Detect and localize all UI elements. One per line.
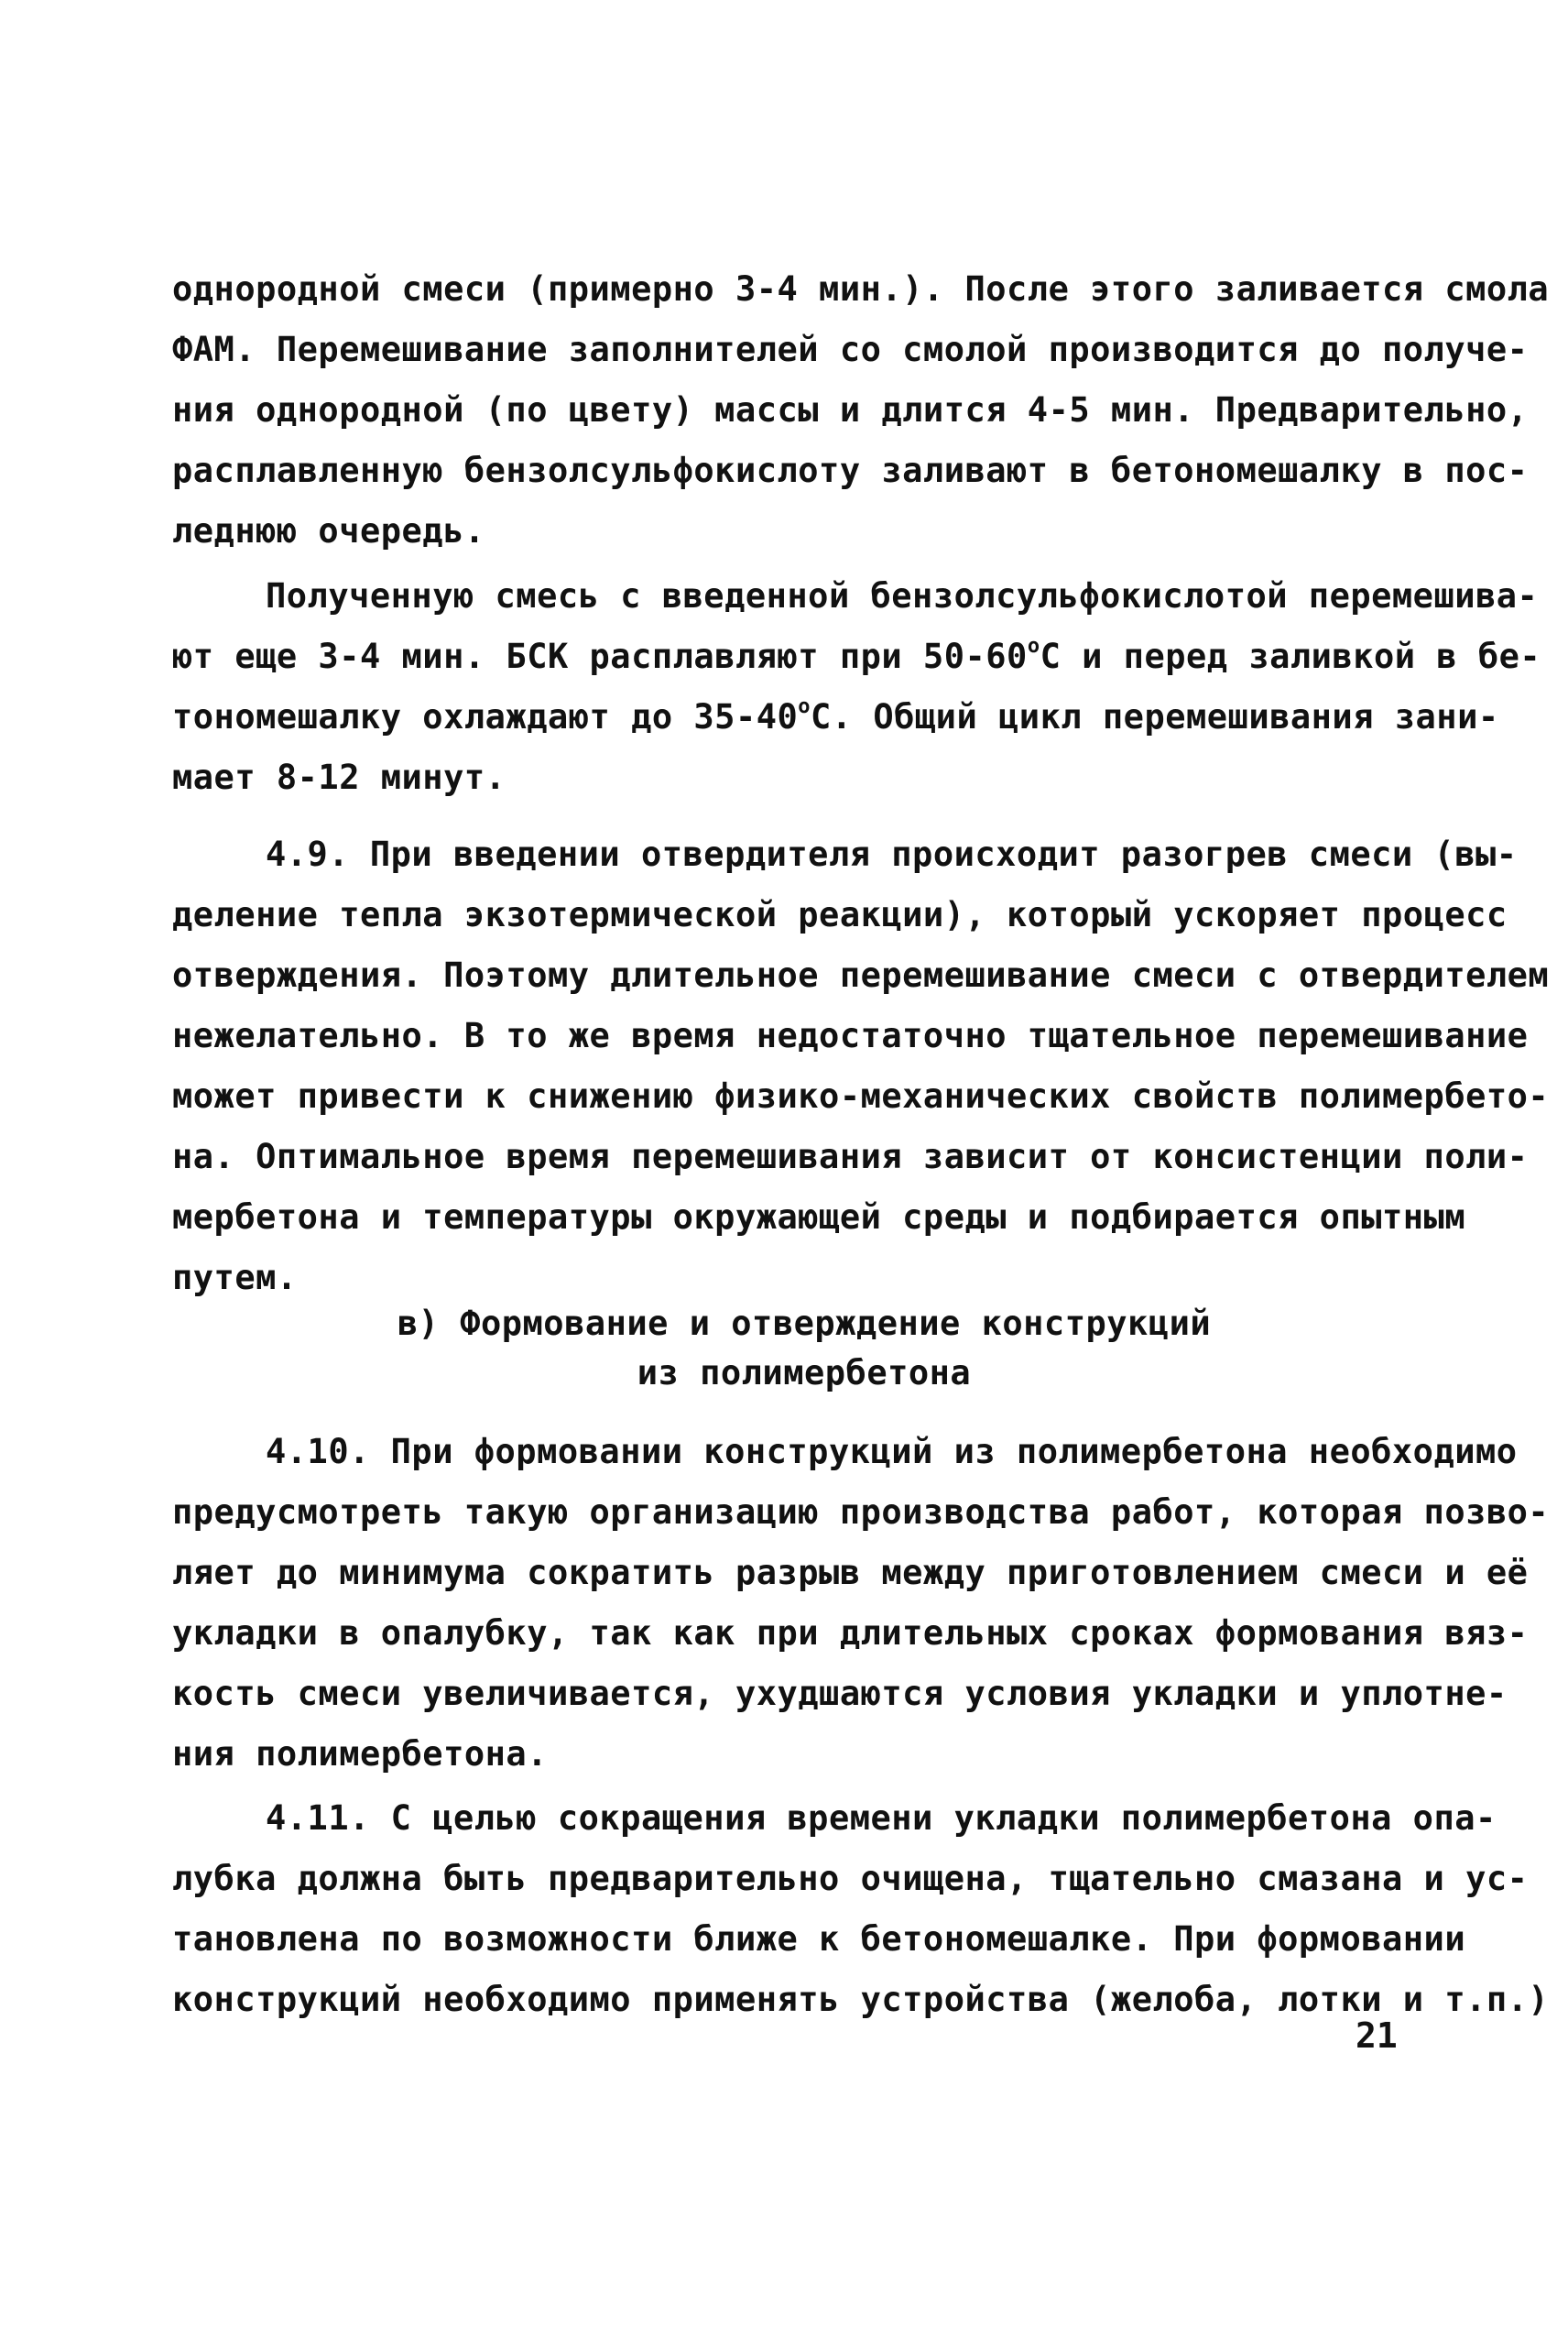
text-line: предусмотреть такую организацию производства работ, которая позво- <box>172 1492 1550 1532</box>
paragraph-4-10 <box>172 1422 1550 1785</box>
text-line: расплавленную бензолсульфокислоту заливают в бетономешалку в пос- <box>172 451 1529 490</box>
heading-line: из полимербетона <box>637 1353 972 1392</box>
text-line: на. Оптимальное время перемешивания зависит от консистенции поли- <box>172 1137 1529 1176</box>
text-fragment: С и перед заливкой в бе- <box>1040 637 1541 676</box>
text-fragment: С. Общий цикл перемешивания зани- <box>811 697 1499 737</box>
text-line: леднюю очередь. <box>172 511 485 551</box>
text-line: ФАМ. Перемешивание заполнителей со смолой производится до получе- <box>172 330 1529 369</box>
paragraph-4-11 <box>172 1788 1550 2030</box>
text-fragment: тономешалку охлаждают до 35-40 <box>172 697 799 737</box>
section-heading <box>172 1299 1436 1398</box>
paragraph-mixing-continuation <box>172 259 1550 562</box>
text-line: ния однородной (по цвету) массы и длится 4-5 мин. Предварительно, <box>172 390 1529 430</box>
text-line: тановлена по возможности ближе к бетономешалке. При формовании <box>172 1919 1466 1959</box>
text-line-with-degree <box>172 687 1499 748</box>
text-line-with-degree <box>172 627 1541 687</box>
paragraph-4-9 <box>172 824 1550 1308</box>
text-line: 4.9. При введении отвердителя происходит разогрев смеси (вы- <box>266 835 1518 874</box>
heading-line: в) Формование и отверждение конструкций <box>397 1304 1212 1343</box>
paragraph-bsk-mixing <box>172 566 1541 808</box>
text-line: мает 8-12 минут. <box>172 758 506 797</box>
text-line: однородной смеси (примерно 3-4 мин.). После этого заливается смола <box>172 269 1550 309</box>
text-line: может привести к снижению физико-механических свойств полимербето- <box>172 1076 1550 1116</box>
text-fragment: ют еще 3-4 мин. БСК расплавляют при 50-60 <box>172 637 1028 676</box>
text-line: конструкций необходимо применять устройства (желоба, лотки и т.п.) <box>172 1980 1550 2019</box>
text-line: 4.11. С целью сокращения времени укладки полимербетона опа- <box>266 1798 1497 1838</box>
text-line: Полученную смесь с введенной бензолсульфокислотой перемешива- <box>266 576 1539 616</box>
degree-superscript: o <box>1027 634 1040 658</box>
text-line: 4.10. При формовании конструкций из полимербетона необходимо <box>266 1432 1518 1471</box>
degree-superscript: o <box>798 694 811 718</box>
text-line: мербетона и температуры окружающей среды и подбирается опытным <box>172 1197 1466 1237</box>
text-line: нежелательно. В то же время недостаточно тщательное перемешивание <box>172 1016 1529 1055</box>
text-line: деление тепла экзотермической реакции), который ускоряет процесс <box>172 895 1508 934</box>
text-line: укладки в опалубку, так как при длительных сроках формования вяз- <box>172 1613 1529 1653</box>
text-line: кость смеси увеличивается, ухудшаются условия укладки и уплотне- <box>172 1674 1508 1713</box>
text-line: лубка должна быть предварительно очищена, тщательно смазана и ус- <box>172 1859 1529 1898</box>
text-line: путем. <box>172 1258 298 1297</box>
text-line: отверждения. Поэтому длительное перемешивание смеси с отвердителем <box>172 956 1550 995</box>
text-line: ния полимербетона. <box>172 1734 548 1774</box>
page-number: 21 <box>1356 2015 1398 2056</box>
text-line: ляет до минимума сократить разрыв между приготовлением смеси и её <box>172 1553 1529 1592</box>
